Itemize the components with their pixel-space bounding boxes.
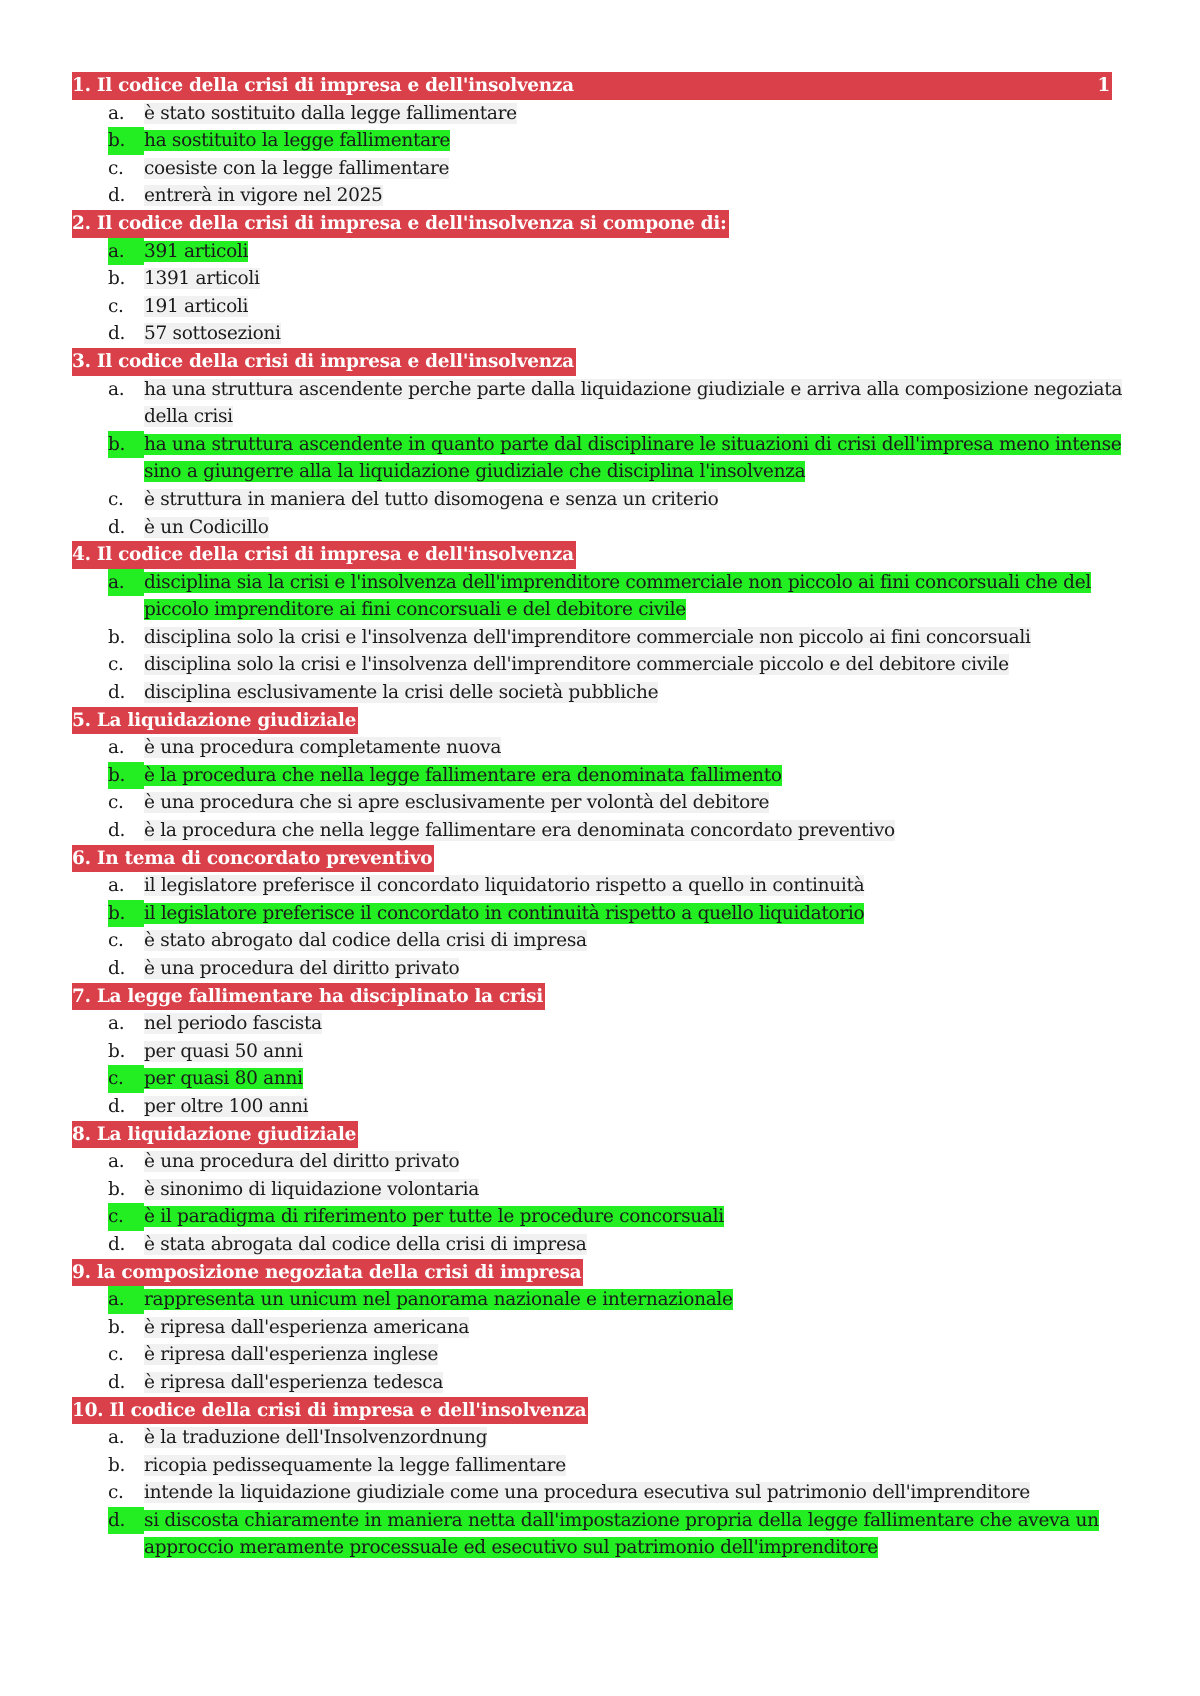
option-text: entrerà in vigore nel 2025 — [144, 185, 383, 207]
answer-option — [72, 514, 1128, 542]
question-block — [72, 983, 1128, 1121]
option-letter: a. — [108, 102, 125, 124]
option-letter: b. — [108, 268, 126, 290]
question-text: 2. Il codice della crisi di impresa e dell'insolvenza si compone di: — [72, 212, 727, 234]
question-row — [72, 72, 1128, 100]
answer-option — [72, 376, 1128, 431]
option-letter: b. — [108, 900, 144, 928]
option-letter: d. — [108, 516, 126, 538]
answer-option-correct — [72, 431, 1128, 486]
option-letter: c. — [108, 1203, 144, 1231]
question-block — [72, 1259, 1128, 1397]
answer-option — [72, 1314, 1128, 1342]
answer-option-correct — [72, 762, 1128, 790]
option-letter: a. — [108, 875, 125, 897]
answer-option — [72, 155, 1128, 183]
question-title — [72, 210, 729, 238]
option-text: è il paradigma di riferimento per tutte le procedure concorsuali — [144, 1206, 724, 1228]
question-title — [72, 1259, 583, 1287]
option-letter: b. — [108, 762, 144, 790]
answer-option — [72, 734, 1128, 762]
option-text: è struttura in maniera del tutto disomogena e senza un criterio — [144, 488, 719, 510]
quiz-list — [72, 72, 1128, 1562]
option-text: 391 articoli — [144, 240, 249, 262]
option-text: rappresenta un unicum nel panorama nazionale e internazionale — [144, 1289, 733, 1311]
option-letter: b. — [108, 431, 144, 459]
option-letter: d. — [108, 185, 126, 207]
question-row — [72, 1259, 1128, 1287]
option-letter: d. — [108, 323, 126, 345]
answer-option — [72, 679, 1128, 707]
option-letter: c. — [108, 157, 124, 179]
option-letter: a. — [108, 1427, 125, 1449]
option-text: è una procedura del diritto privato — [144, 958, 460, 979]
option-text: disciplina solo la crisi e l'insolvenza dell'imprenditore commerciale piccolo e del debitore civile — [144, 654, 1009, 676]
answer-option — [72, 265, 1128, 293]
option-letter: a. — [108, 1151, 125, 1173]
option-letter: a. — [108, 737, 125, 759]
option-letter: c. — [108, 1482, 124, 1504]
question-block — [72, 541, 1128, 707]
option-text: ha una struttura ascendente perche parte dalla liquidazione giudiziale e arriva alla composizione negoziata della crisi — [144, 378, 1123, 428]
question-block — [72, 1397, 1128, 1563]
option-letter: b. — [108, 1454, 126, 1476]
answer-option-correct — [72, 127, 1128, 155]
option-text: disciplina sia la crisi e l'insolvenza dell'imprenditore commerciale non piccolo ai fini concorsuali che del piccolo imprenditore ai fini concorsuali e del debitore civile — [144, 571, 1091, 621]
answer-option — [72, 927, 1128, 955]
question-block — [72, 72, 1128, 210]
question-row — [72, 348, 1128, 376]
question-block — [72, 210, 1128, 348]
option-letter: a. — [108, 378, 125, 400]
option-letter: b. — [108, 1178, 126, 1200]
option-text: per quasi 80 anni — [144, 1068, 303, 1090]
answer-option — [72, 1176, 1128, 1204]
answer-option — [72, 182, 1128, 210]
question-block — [72, 1121, 1128, 1259]
option-letter: a. — [108, 1286, 144, 1314]
question-title — [72, 541, 576, 569]
option-text: è ripresa dall'esperienza americana — [144, 1316, 470, 1338]
question-row — [72, 1121, 1128, 1149]
question-text: 10. Il codice della crisi di impresa e dell'insolvenza — [72, 1399, 587, 1421]
option-text: 57 sottosezioni — [144, 323, 281, 345]
option-letter: d. — [108, 682, 126, 704]
answer-option — [72, 651, 1128, 679]
answer-option-correct — [72, 1507, 1128, 1562]
option-letter: a. — [108, 238, 144, 266]
option-text: è stato sostituito dalla legge fallimentare — [144, 102, 517, 124]
answer-option — [72, 817, 1128, 845]
answer-option — [72, 1010, 1128, 1038]
question-row — [72, 845, 1128, 873]
option-text: è stato abrogato dal codice della crisi di impresa — [144, 930, 587, 952]
answer-option — [72, 1479, 1128, 1507]
answer-option-correct — [72, 900, 1128, 928]
answer-option — [72, 1148, 1128, 1176]
question-text: 9. la composizione negoziata della crisi di impresa — [72, 1261, 582, 1283]
option-text: è una procedura che si apre esclusivamente per volontà del debitore — [144, 792, 770, 814]
question-text: 4. Il codice della crisi di impresa e dell'insolvenza — [72, 544, 574, 566]
answer-option — [72, 1369, 1128, 1397]
option-letter: c. — [108, 1344, 124, 1366]
option-letter: c. — [108, 792, 124, 814]
question-title — [72, 707, 358, 735]
option-letter: a. — [108, 569, 144, 597]
answer-option — [72, 293, 1128, 321]
option-text: il legislatore preferisce il concordato in continuità rispetto a quello liquidatorio — [144, 902, 865, 924]
option-letter: b. — [108, 626, 126, 648]
question-title — [72, 72, 1112, 100]
option-text: è un Codicillo — [144, 516, 269, 538]
option-letter: c. — [108, 488, 124, 510]
option-text: ha una struttura ascendente in quanto parte dal disciplinare le situazioni di crisi dell'impresa meno intense sino a giungerre alla la liquidazione giudiziale che disciplina l'insolvenza — [144, 433, 1122, 483]
question-title — [72, 845, 434, 873]
option-text: è stata abrogata dal codice della crisi di impresa — [144, 1233, 587, 1255]
option-text: il legislatore preferisce il concordato liquidatorio rispetto a quello in continuità — [144, 875, 865, 897]
option-text: ha sostituito la legge fallimentare — [144, 130, 451, 152]
option-letter: c. — [108, 654, 124, 676]
question-text: 1. Il codice della crisi di impresa e dell'insolvenza — [72, 75, 574, 96]
option-letter: c. — [108, 1065, 144, 1093]
option-text: 1391 articoli — [144, 268, 260, 290]
option-text: intende la liquidazione giudiziale come una procedura esecutiva sul patrimonio dell'imprenditore — [144, 1482, 1030, 1504]
option-letter: d. — [108, 1095, 126, 1117]
option-letter: d. — [108, 820, 126, 842]
question-text: 8. La liquidazione giudiziale — [72, 1123, 357, 1145]
answer-option — [72, 1424, 1128, 1452]
question-text: 5. La liquidazione giudiziale — [72, 709, 357, 731]
page-number: 1 — [1097, 75, 1110, 96]
question-row — [72, 707, 1128, 735]
question-block — [72, 348, 1128, 541]
option-letter: d. — [108, 1233, 126, 1255]
answer-option-correct — [72, 238, 1128, 266]
answer-option — [72, 624, 1128, 652]
answer-option-correct — [72, 1203, 1128, 1231]
option-text: è ripresa dall'esperienza tedesca — [144, 1371, 444, 1393]
option-text: disciplina solo la crisi e l'insolvenza dell'imprenditore commerciale non piccolo ai fini concorsuali — [144, 626, 1031, 648]
option-text: coesiste con la legge fallimentare — [144, 157, 450, 179]
question-block — [72, 707, 1128, 845]
option-letter: d. — [108, 1371, 126, 1393]
option-text: ricopia pedissequamente la legge fallimentare — [144, 1454, 566, 1476]
question-title — [72, 983, 545, 1011]
answer-option-correct — [72, 1065, 1128, 1093]
option-text: per oltre 100 anni — [144, 1095, 309, 1117]
question-text: 3. Il codice della crisi di impresa e dell'insolvenza — [72, 350, 574, 372]
option-text: disciplina esclusivamente la crisi delle società pubbliche — [144, 682, 659, 704]
option-text: si discosta chiaramente in maniera netta dall'impostazione propria della legge fallimentare che aveva un approccio meramente processuale ed esecutivo sul patrimonio dell'imprenditore — [144, 1509, 1099, 1559]
answer-option — [72, 1093, 1128, 1121]
option-letter: a. — [108, 1013, 125, 1035]
option-letter: c. — [108, 295, 124, 317]
question-row — [72, 210, 1128, 238]
option-letter: d. — [108, 1507, 144, 1535]
question-row — [72, 1397, 1128, 1425]
option-text: è ripresa dall'esperienza inglese — [144, 1344, 439, 1366]
answer-option — [72, 1038, 1128, 1066]
option-letter: b. — [108, 127, 144, 155]
question-text: 6. In tema di concordato preventivo — [72, 847, 433, 869]
option-letter: b. — [108, 1040, 126, 1062]
option-text: per quasi 50 anni — [144, 1040, 303, 1062]
answer-option — [72, 486, 1128, 514]
question-row — [72, 983, 1128, 1011]
option-letter: c. — [108, 930, 124, 952]
question-text: 7. La legge fallimentare ha disciplinato la crisi — [72, 985, 543, 1007]
option-text: nel periodo fascista — [144, 1013, 322, 1035]
question-title — [72, 1397, 588, 1425]
question-title — [72, 1121, 358, 1149]
answer-option — [72, 1341, 1128, 1369]
answer-option-correct — [72, 569, 1128, 624]
answer-option — [72, 100, 1128, 128]
option-text: è sinonimo di liquidazione volontaria — [144, 1178, 479, 1200]
option-text: 191 articoli — [144, 295, 249, 317]
answer-option — [72, 789, 1128, 817]
answer-option — [72, 1452, 1128, 1480]
option-text: è la procedura che nella legge fallimentare era denominata fallimento — [144, 764, 782, 786]
option-letter: b. — [108, 1316, 126, 1338]
question-row — [72, 541, 1128, 569]
option-text: è la procedura che nella legge fallimentare era denominata concordato preventivo — [144, 820, 895, 842]
option-letter: d. — [108, 958, 126, 979]
option-text: è la traduzione dell'Insolvenzordnung — [144, 1427, 488, 1449]
option-text: è una procedura del diritto privato — [144, 1151, 460, 1173]
answer-option — [72, 1231, 1128, 1259]
option-text: è una procedura completamente nuova — [144, 737, 502, 759]
question-title — [72, 348, 576, 376]
answer-option — [72, 320, 1128, 348]
answer-option-correct — [72, 1286, 1128, 1314]
question-block — [72, 845, 1128, 983]
answer-option — [72, 955, 1128, 983]
answer-option — [72, 872, 1128, 900]
